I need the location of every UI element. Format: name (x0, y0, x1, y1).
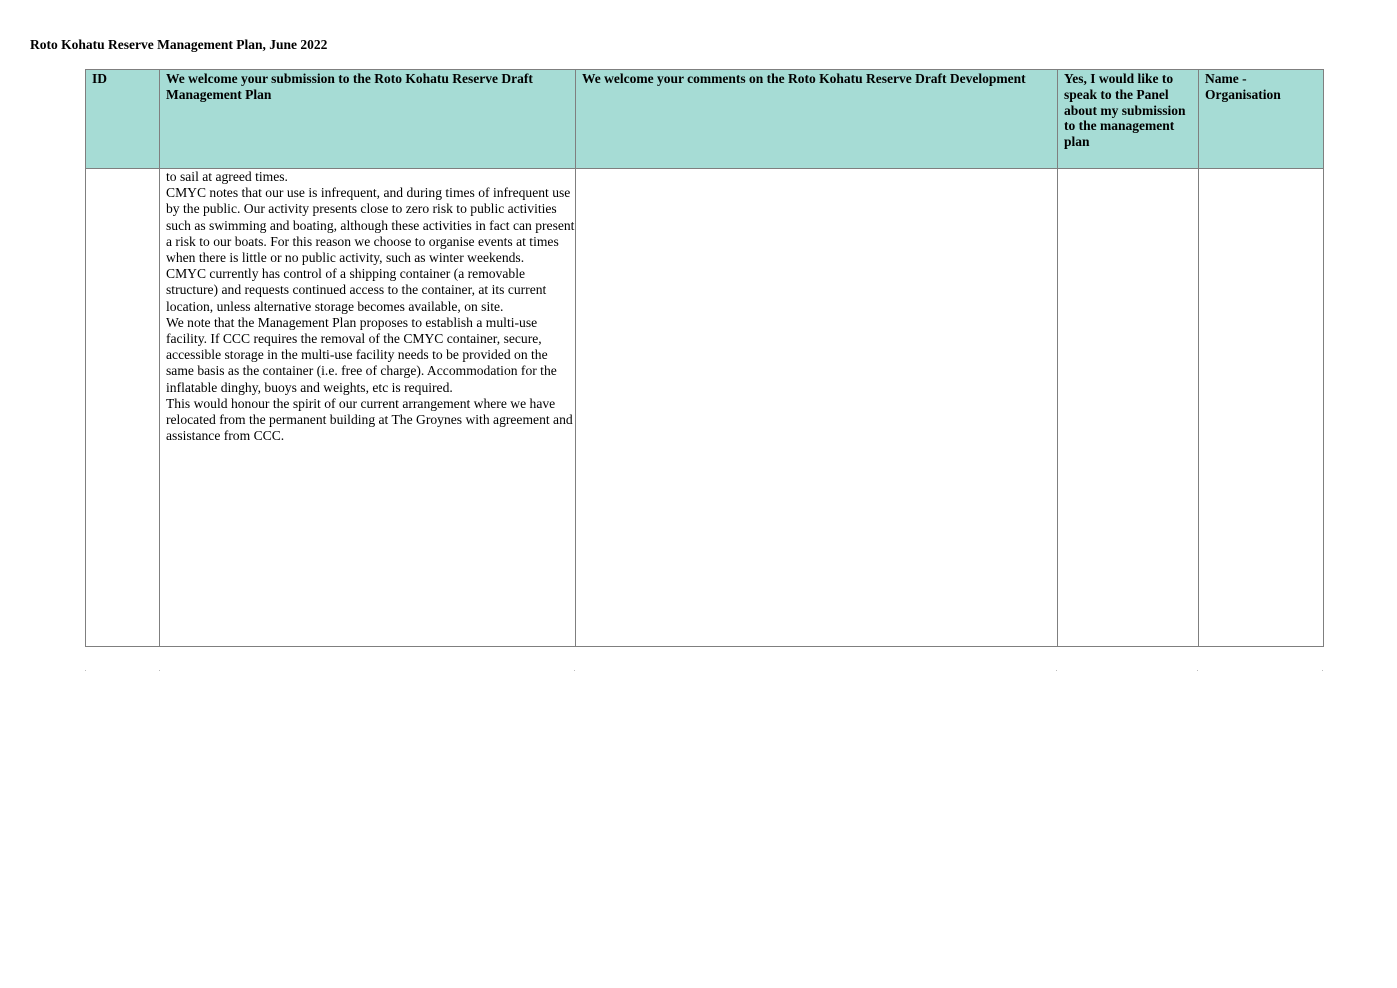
submission-paragraph: by the public. Our activity presents close to zero risk to public activities such as swimming and boating, although these activities in fact can present a risk to our boats. For this reason we choose to organise events at times when there is little or no public activity, such as winter weekends. (166, 201, 575, 266)
header-comments: We welcome your comments on the Roto Kohatu Reserve Draft Development (576, 70, 1058, 169)
footer-mark (1056, 670, 1057, 671)
cell-id (86, 169, 160, 647)
table-row (86, 169, 1324, 647)
footer-mark (574, 670, 575, 671)
cell-name-organisation (1199, 169, 1324, 647)
cell-submission (160, 169, 576, 647)
cell-comments (576, 169, 1058, 647)
footer-mark (85, 670, 86, 671)
header-id: ID (86, 70, 160, 169)
footer-mark (1322, 670, 1323, 671)
submission-paragraph: This would honour the spirit of our current arrangement where we have relocated from the permanent building at The Groynes with agreement and assistance from CCC. (166, 395, 573, 444)
header-name-organisation: Name - Organisation (1199, 70, 1324, 169)
submission-paragraph: CMYC currently has control of a shipping container (a removable structure) and requests continued access to the container, at its current location, unless alternative storage becomes available, on site. (166, 266, 547, 314)
submission-paragraph: to sail at agreed times. (166, 169, 288, 184)
submission-paragraph: CMYC notes that our use is infrequent, and during times of infrequent use (166, 185, 571, 201)
page-footer-marks (0, 670, 1397, 672)
table-header-row (86, 70, 1324, 169)
document-title: Roto Kohatu Reserve Management Plan, June 2022 (30, 37, 328, 52)
footer-mark (1197, 670, 1198, 671)
header-submission: We welcome your submission to the Roto Kohatu Reserve Draft Management Plan (160, 70, 576, 169)
submission-table (85, 69, 1324, 647)
footer-mark (159, 670, 160, 671)
header-speak-to-panel: Yes, I would like to speak to the Panel about my submission to the management plan (1058, 70, 1199, 169)
cell-speak-to-panel (1058, 169, 1199, 647)
submission-paragraph: We note that the Management Plan proposes to establish a multi-use facility. If CCC requires the removal of the CMYC container, secure, accessible storage in the multi-use facility needs to be provided on the same basis as the container (i.e. free of charge). Accommodation for the inflatable dinghy, buoys and weights, etc is required. (166, 314, 557, 395)
